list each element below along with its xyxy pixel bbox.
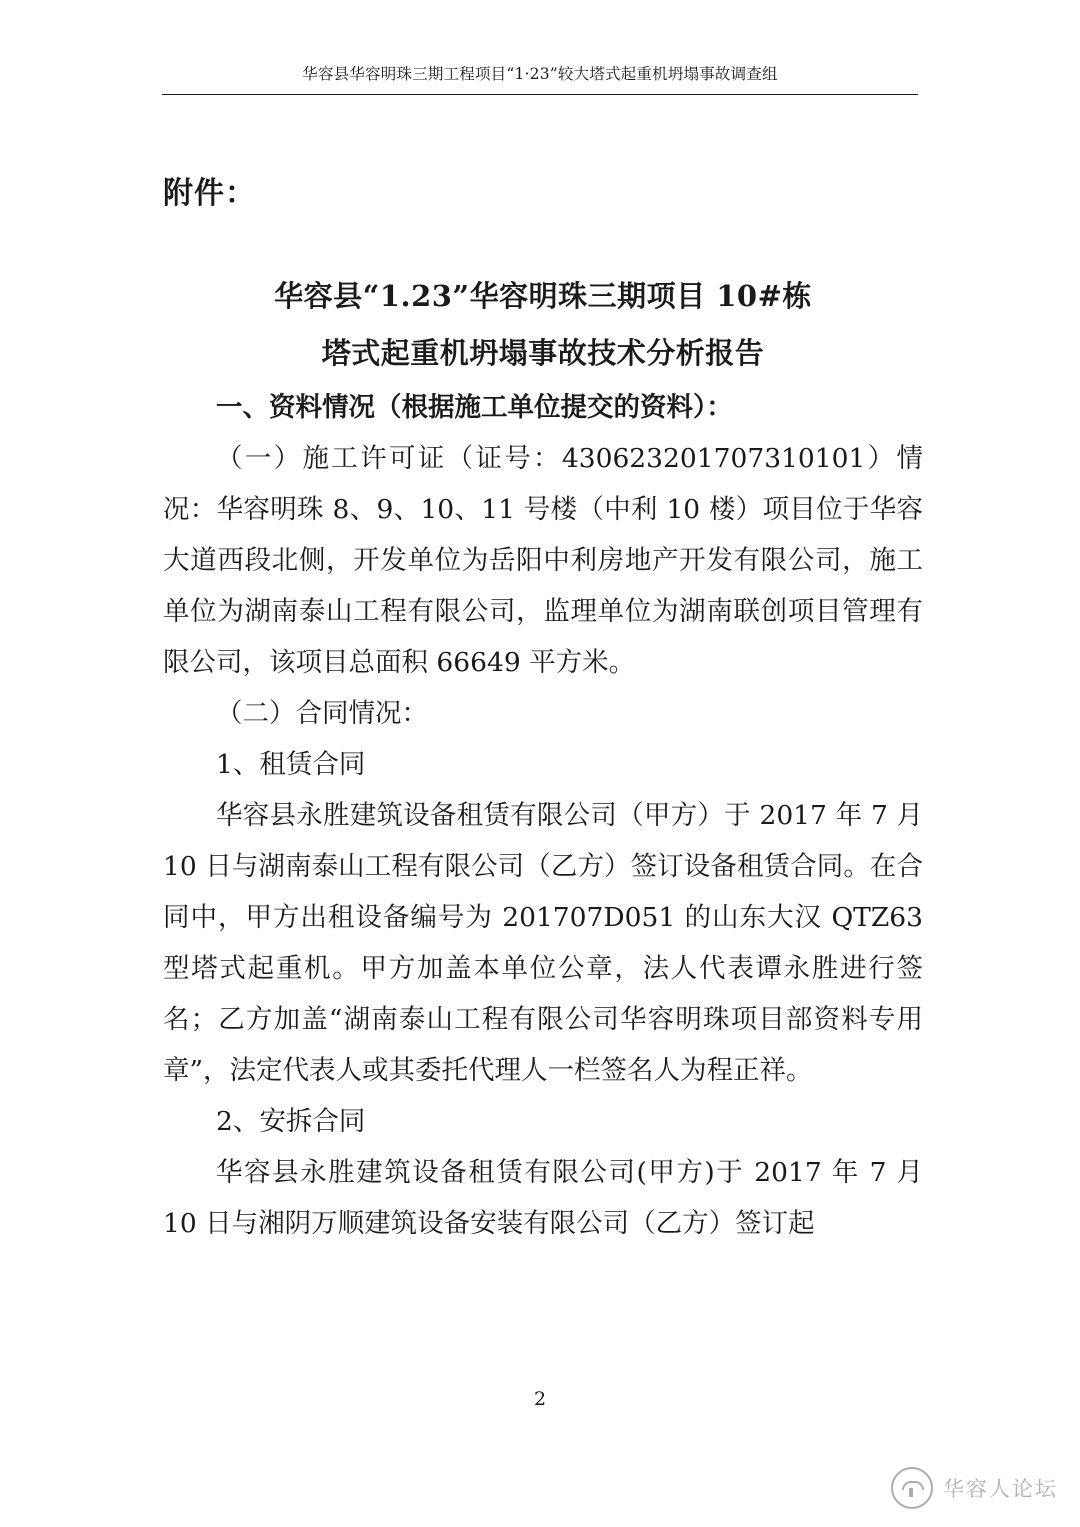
page-number: 2 [533,1388,547,1410]
attachment-label: 附件： [163,176,256,211]
watermark-label: 华容人论坛 [943,1477,1058,1501]
page-title-line-1: 华容县“1.23”华容明珠三期项目 10#栋 [274,279,812,313]
wechat-logo-icon [891,1467,933,1509]
paragraph-contract-heading: （二）合同情况： [216,698,428,729]
page-title-line-2: 塔式起重机坍塌事故技术分析报告 [321,336,765,370]
paragraph-install-heading: 2、安拆合同 [216,1106,366,1137]
document-body [163,382,923,1249]
watermark [891,1467,1058,1509]
paragraph-lease-heading: 1、租赁合同 [216,749,366,780]
page-title [163,268,923,382]
header-divider [162,94,918,95]
paragraph-install-body: 华容县永胜建筑设备租赁有限公司(甲方)于 2017 年 7 月 10 日与湘阴万顺建筑设备安装有限公司（乙方）签订起 [163,1157,923,1239]
paragraph-permit: （一）施工许可证（证号：430623201707310101）情况：华容明珠 8、9、10、11 号楼（中利 10 楼）项目位于华容大道西段北侧，开发单位为岳阳中利房地产开发有限公司，施工单位为湖南泰山工程有限公司，监理单位为湖南联创项目管理有限公司，该项目总面积 66649 平方米。 [163,443,923,678]
paragraph-section-heading: 一、资料情况（根据施工单位提交的资料）： [216,392,733,423]
page-header: 华容县华容明珠三期工程项目“1·23”较大塔式起重机坍塌事故调查组 [302,65,778,83]
paragraph-lease-body: 华容县永胜建筑设备租赁有限公司（甲方）于 2017 年 7 月 10 日与湖南泰山工程有限公司（乙方）签订设备租赁合同。在合同中，甲方出租设备编号为 201707D051 的山东大汉 QTZ63 型塔式起重机。甲方加盖本单位公章，法人代表谭永胜进行签名；乙方加盖“湖南泰山工程有限公司华容明珠项目部资料专用章”，法定代表人或其委托代理人一栏签名人为程正祥。 [163,800,923,1086]
